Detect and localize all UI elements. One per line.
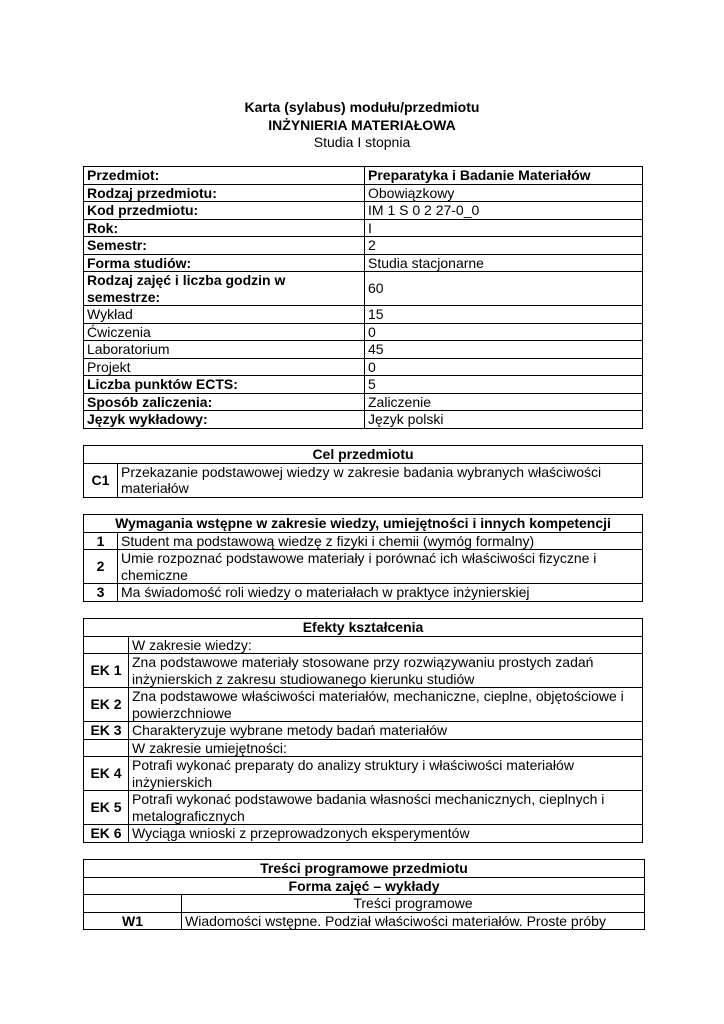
learning-outcomes-table bbox=[83, 618, 643, 843]
row-text: Umie rozpoznać podstawowe materiały i porównać ich właściwości fizyczne i chemiczne bbox=[118, 550, 643, 584]
row-text: Student ma podstawową wiedzę z fizyki i chemii (wymóg formalny) bbox=[118, 532, 643, 550]
table-row bbox=[84, 272, 643, 306]
table-row bbox=[84, 306, 643, 324]
info-value: 0 bbox=[365, 358, 643, 376]
table-row bbox=[84, 791, 643, 825]
row-code: EK 6 bbox=[84, 825, 129, 843]
table-row bbox=[84, 463, 643, 497]
info-label: Ćwiczenia bbox=[84, 323, 365, 341]
info-value: Preparatyka i Badanie Materiałów bbox=[365, 167, 643, 185]
header-line-3: Studia I stopnia bbox=[313, 134, 411, 150]
section-title: Treści programowe przedmiotu bbox=[84, 860, 645, 878]
info-value: Studia stacjonarne bbox=[365, 254, 643, 272]
row-code: EK 1 bbox=[84, 654, 129, 688]
info-label: Przedmiot: bbox=[84, 167, 365, 185]
row-code: EK 4 bbox=[84, 757, 129, 791]
row-code: C1 bbox=[84, 463, 118, 497]
table-row bbox=[84, 219, 643, 237]
table-row bbox=[84, 393, 643, 411]
section-title: Wymagania wstępne w zakresie wiedzy, umiejętności i innych kompetencji bbox=[84, 515, 643, 533]
section-title: Efekty kształcenia bbox=[84, 619, 643, 637]
table-row bbox=[84, 550, 643, 584]
table-row bbox=[84, 202, 643, 220]
table-row bbox=[84, 532, 643, 550]
info-value: 2 bbox=[365, 237, 643, 255]
row-code-empty bbox=[84, 636, 129, 654]
document-header bbox=[0, 99, 724, 152]
info-value: 5 bbox=[365, 376, 643, 394]
row-code: 3 bbox=[84, 584, 118, 602]
table-row bbox=[84, 636, 643, 654]
table-header-row bbox=[84, 619, 643, 637]
prerequisites-table bbox=[83, 514, 643, 602]
table-row bbox=[84, 323, 643, 341]
table-row bbox=[84, 688, 643, 722]
row-text: Potrafi wykonać preparaty do analizy struktury i właściwości materiałów inżynierskich bbox=[129, 757, 643, 791]
header-line-1: Karta (sylabus) modułu/przedmiotu bbox=[244, 99, 480, 115]
table-row bbox=[84, 757, 643, 791]
info-value: 60 bbox=[365, 272, 643, 306]
table-header-row bbox=[84, 877, 645, 895]
row-text: Charakteryzuje wybrane metody badań materiałów bbox=[129, 722, 643, 740]
info-value: Zaliczenie bbox=[365, 393, 643, 411]
info-label: Laboratorium bbox=[84, 341, 365, 359]
course-content-table bbox=[83, 859, 645, 930]
table-row bbox=[84, 825, 643, 843]
row-code: EK 2 bbox=[84, 688, 129, 722]
row-text: Ma świadomość roli wiedzy o materiałach w praktyce inżynierskiej bbox=[118, 584, 643, 602]
course-goal-table bbox=[83, 445, 643, 498]
info-value: Język polski bbox=[365, 411, 643, 429]
row-text: Zna podstawowe materiały stosowane przy rozwiązywaniu prostych zadań inżynierskich z zakresu studiowanego kierunku studiów bbox=[129, 654, 643, 688]
course-info-table bbox=[83, 166, 643, 429]
info-label: Rodzaj przedmiotu: bbox=[84, 184, 365, 202]
info-label: Sposób zaliczenia: bbox=[84, 393, 365, 411]
section-subtitle: Forma zajęć – wykłady bbox=[84, 877, 645, 895]
info-label: Liczba punktów ECTS: bbox=[84, 376, 365, 394]
table-row bbox=[84, 237, 643, 255]
table-row bbox=[84, 584, 643, 602]
table-row bbox=[84, 739, 643, 757]
info-value: I bbox=[365, 219, 643, 237]
section-title: Cel przedmiotu bbox=[84, 446, 643, 464]
row-code: 1 bbox=[84, 532, 118, 550]
info-label: Rok: bbox=[84, 219, 365, 237]
table-row bbox=[84, 912, 645, 930]
section-label-umiejetnosci: W zakresie umiejętności: bbox=[129, 739, 643, 757]
table-row bbox=[84, 167, 643, 185]
row-code-empty bbox=[84, 739, 129, 757]
info-label: Semestr: bbox=[84, 237, 365, 255]
row-code: EK 3 bbox=[84, 722, 129, 740]
table-row bbox=[84, 411, 643, 429]
row-code: EK 5 bbox=[84, 791, 129, 825]
info-value: Obowiązkowy bbox=[365, 184, 643, 202]
info-value: 15 bbox=[365, 306, 643, 324]
info-label: Kod przedmiotu: bbox=[84, 202, 365, 220]
table-row bbox=[84, 254, 643, 272]
table-row bbox=[84, 184, 643, 202]
table-header-row bbox=[84, 446, 643, 464]
info-label: Rodzaj zajęć i liczba godzin w semestrze: bbox=[84, 272, 365, 306]
row-text: Wiadomości wstępne. Podział właściwości materiałów. Proste próby bbox=[182, 912, 645, 930]
info-value: 45 bbox=[365, 341, 643, 359]
info-label: Wykład bbox=[84, 306, 365, 324]
table-row bbox=[84, 376, 643, 394]
row-text: Zna podstawowe właściwości materiałów, mechaniczne, cieplne, objętościowe i powierzchniowe bbox=[129, 688, 643, 722]
info-label: Język wykładowy: bbox=[84, 411, 365, 429]
row-code-empty bbox=[84, 895, 182, 913]
row-text: Przekazanie podstawowej wiedzy w zakresie badania wybranych właściwości materiałów bbox=[118, 463, 643, 497]
table-row bbox=[84, 358, 643, 376]
row-code: 2 bbox=[84, 550, 118, 584]
table-header-row bbox=[84, 895, 645, 913]
row-text: Wyciąga wnioski z przeprowadzonych eksperymentów bbox=[129, 825, 643, 843]
info-value: 0 bbox=[365, 323, 643, 341]
table-header-row bbox=[84, 860, 645, 878]
header-line-2: INŻYNIERIA MATERIAŁOWA bbox=[268, 116, 456, 133]
info-value: IM 1 S 0 2 27-0_0 bbox=[365, 202, 643, 220]
info-label: Projekt bbox=[84, 358, 365, 376]
table-row bbox=[84, 341, 643, 359]
table-row bbox=[84, 722, 643, 740]
table-header-row bbox=[84, 515, 643, 533]
row-text: Potrafi wykonać podstawowe badania własności mechanicznych, cieplnych i metalograficznych bbox=[129, 791, 643, 825]
row-code: W1 bbox=[84, 912, 182, 930]
table-row bbox=[84, 654, 643, 688]
section-label-wiedza: W zakresie wiedzy: bbox=[129, 636, 643, 654]
column-header: Treści programowe bbox=[182, 895, 645, 913]
info-label: Forma studiów: bbox=[84, 254, 365, 272]
